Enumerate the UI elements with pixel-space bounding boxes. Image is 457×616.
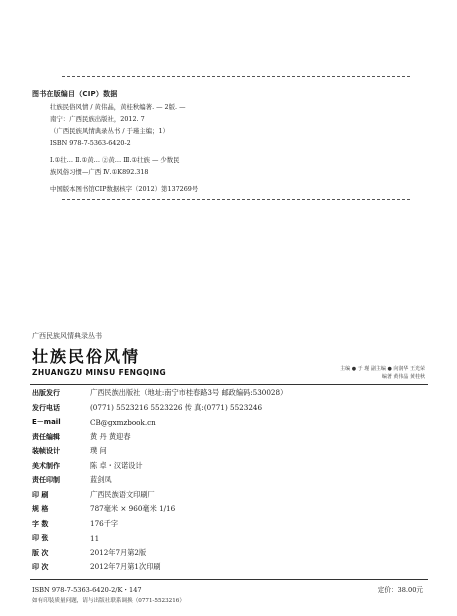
publication-label: 印 次 [32,563,49,571]
publication-row [32,488,155,502]
publication-row [32,517,118,531]
credits [340,365,425,381]
publication-value: 11 [90,533,100,543]
publication-row [32,401,262,415]
publication-label: 印 刷 [32,490,49,499]
publication-row [32,430,131,444]
publication-label: E－mail [32,418,61,426]
publication-row [32,502,175,516]
publication-value: 787毫米 × 960毫米 1/16 [90,504,176,513]
publication-value: CB@gxmzbook.cn [90,417,156,427]
publication-label: 责任印制 [32,476,60,484]
quality-note: 如有印装质量问题，请与出版社联系调换（0771-5523216） [32,598,185,604]
publication-label: 印 张 [32,534,49,542]
cip-top-divider [62,76,410,77]
publication-value: 2012年7月第1次印刷 [90,562,161,571]
publication-value: 蓝剑凤 [90,475,112,484]
isbn-line: ISBN 978-7-5363-6420-2/K・147 [32,586,142,594]
publication-label: 字 数 [32,519,49,528]
publication-value: 陈 卓・汉诺设计 [90,460,143,470]
publication-row [32,386,287,400]
book-title: 壮族民俗风情 [32,347,141,366]
series-name: 广西民族风情典录丛书 [32,332,102,340]
publication-label: 美术制作 [32,461,60,470]
cip-bottom-divider [62,199,410,200]
cip-title: 图书在版编目（CIP）数据 [32,90,118,98]
publication-row [32,415,156,429]
cip-line-1: 壮族民俗风情 / 黄伟晶，黄桂秋编著. — 2版. — [50,103,186,111]
cip-line-3: （广西民族风情典录丛书 / 于瑾主编；1） [50,127,169,135]
publication-row [32,473,112,487]
publication-value: 广西民族出版社（地址:南宁市桂春路3号 邮政编码:530028） [90,388,288,397]
publication-row [32,444,107,458]
cip-line-4: ISBN 978-7-5363-6420-2 [50,139,131,147]
heading-rule [30,384,428,385]
publication-row [32,560,161,574]
cip-line-6: 族风俗习惯—广西 Ⅳ.①K892.318 [50,168,149,176]
publication-row [32,531,99,545]
publication-row [32,546,146,560]
publication-label: 发行电话 [32,403,60,412]
book-title-pinyin: ZHUANGZU MINSU FENGQING [32,368,167,377]
cip-line-2: 南宁：广西民族出版社，2012. 7 [50,115,145,123]
publication-row [32,459,143,473]
publication-label: 出版发行 [32,389,60,397]
publication-value: 璞 问 [90,446,107,455]
publication-value: 黄 丹 黄迎春 [90,431,131,441]
publication-value: (0771) 5523216 5523226 传 真:(0771) 5523246 [90,402,263,412]
publication-label: 版 次 [32,548,49,557]
publication-label: 规 格 [32,505,49,513]
cip-line-5: Ⅰ.①壮… Ⅱ.①黄… ②黄… Ⅲ.①壮族 — 少数民 [50,156,180,164]
publication-value: 广西民族语文印刷厂 [90,489,155,499]
publication-value: 176千字 [90,518,119,528]
credits-editors: 主编 ● 于 瑾 副主编 ● 向润华 王光荣 [340,366,425,372]
price: 定价：38.00元 [377,586,423,594]
credits-authors: 编著 黄伟晶 黄桂秋 [381,374,425,380]
publication-value: 2012年7月第2版 [90,547,147,557]
cip-line-7: 中国版本图书馆CIP数据核字（2012）第137269号 [50,185,199,193]
publication-label: 责任编辑 [32,432,60,441]
publication-label: 装帧设计 [32,447,60,455]
footer-rule [30,579,428,580]
